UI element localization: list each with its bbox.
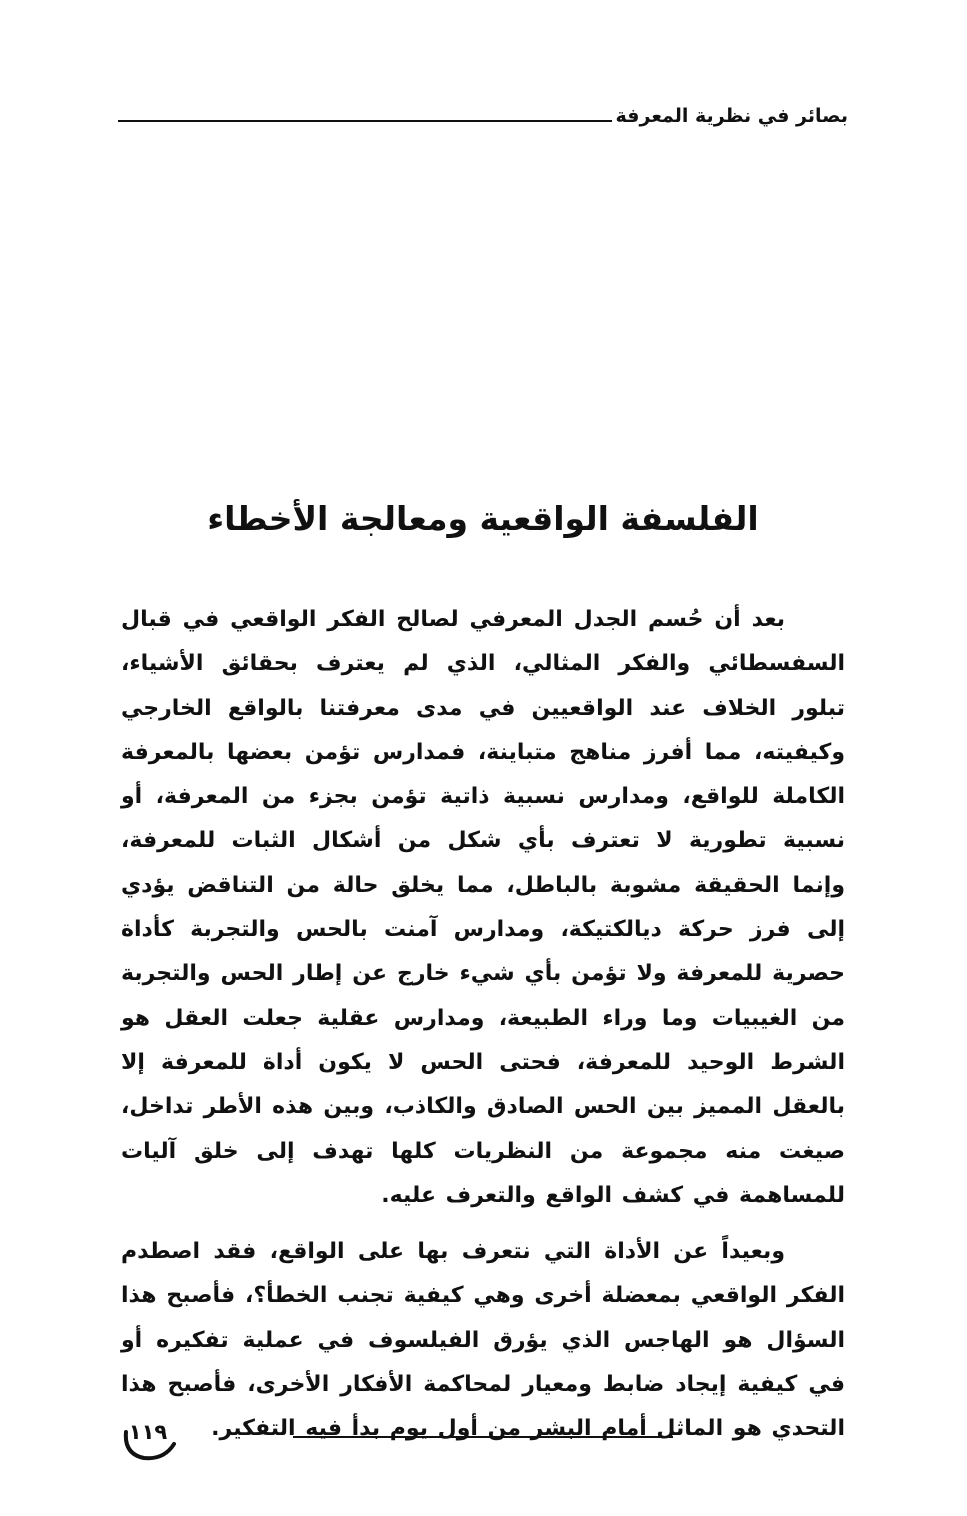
paragraph-2: وبعيداً عن الأداة التي نتعرف بها على الواقع، فقد اصطدم الفكر الواقعي بمعضلة أخرى وهي كيفية تجنب الخطأ؟، فأصبح هذا السؤال هو الهاجس الذي يؤرق الفيلسوف في عملية تفكيره أو في كيفية إيجاد ضابط ومعيار لمحاكمة الأفكار الأخرى، فأصبح هذا التحدي هو الماثل أمام البشر من أول يوم بدأ فيه التفكير. bbox=[121, 1239, 845, 1442]
footer-rule bbox=[293, 1436, 673, 1438]
page-number: ١١٩ bbox=[128, 1420, 168, 1444]
running-title: بصائر في نظرية المعرفة bbox=[615, 105, 848, 127]
page-number-ornament bbox=[120, 1418, 180, 1468]
running-header bbox=[118, 96, 848, 136]
header-rule bbox=[118, 120, 612, 122]
body-text bbox=[121, 598, 845, 1452]
chapter-title: الفلسفة الواقعية ومعالجة الأخطاء bbox=[207, 499, 759, 538]
paragraph-1: بعد أن حُسم الجدل المعرفي لصالح الفكر الواقعي في قبال السفسطائي والفكر المثالي، الذي لم يعترف بحقائق الأشياء، تبلور الخلاف عند الواقعيين في مدى معرفتنا بالواقع الخارجي وكيفيته، مما أفرز مناهج متباينة، فمدارس تؤمن بعضها بالمعرفة الكاملة للواقع، ومدارس نسبية ذاتية تؤمن بجزء من المعرفة، أو نسبية تطورية لا تعترف بأي شكل من أشكال الثبات للمعرفة، وإنما الحقيقة مشوبة بالباطل، مما يخلق حالة من التناقض يؤدي إلى فرز حركة ديالكتيكة، ومدارس آمنت بالحس والتجربة كأداة حصرية للمعرفة ولا تؤمن بأي شيء خارج عن إطار الحس والتجربة من الغيبيات وما وراء الطبيعة، ومدارس عقلية جعلت العقل هو الشرط الوحيد للمعرفة، فحتى الحس لا يكون أداة للمعرفة إلا بالعقل المميز بين الحس الصادق والكاذب، وبين هذه الأطر تداخل، صيغت منه مجموعة من النظريات كلها تهدف إلى خلق آليات للمساهمة في كشف الواقع والتعرف عليه. bbox=[121, 607, 845, 1208]
